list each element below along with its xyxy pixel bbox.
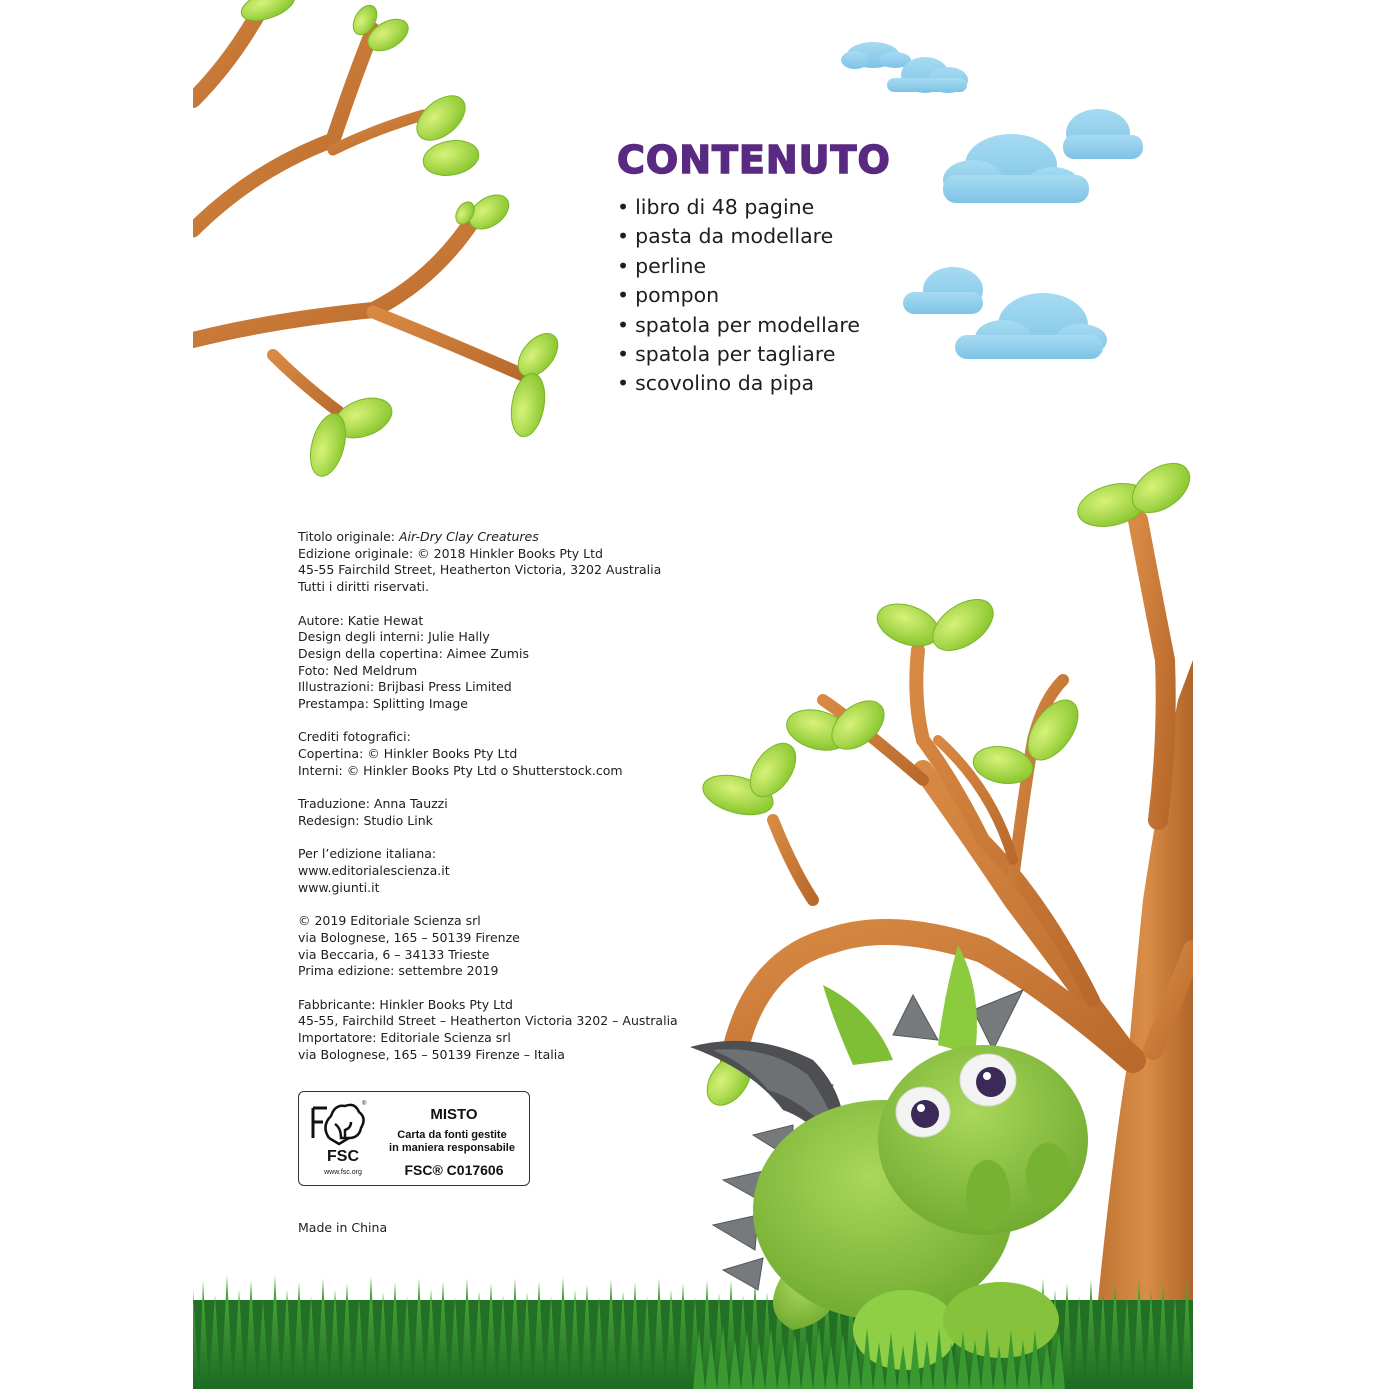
credit-line: © 2019 Editoriale Scienza srl bbox=[298, 913, 481, 929]
rights-notice: Tutti i diritti riservati. bbox=[298, 579, 429, 595]
credit-line: Importatore: Editoriale Scienza srl bbox=[298, 1030, 511, 1045]
contents-heading: CONTENUTO bbox=[617, 138, 891, 182]
cloud-lower-small bbox=[903, 267, 983, 314]
publisher-block bbox=[298, 913, 698, 980]
original-title-line bbox=[298, 529, 698, 546]
fsc-description-line: Carta da fonti gestite bbox=[397, 1129, 507, 1141]
fsc-website: www.fsc.org bbox=[324, 1169, 362, 1176]
fsc-logo-text: FSC bbox=[327, 1148, 359, 1165]
colophon bbox=[298, 529, 698, 1080]
manufacturer-block bbox=[298, 997, 698, 1064]
original-edition: Edizione originale: © 2018 Hinkler Books Pty Ltd bbox=[298, 545, 603, 561]
original-title: Air-Dry Clay Creatures bbox=[398, 529, 539, 544]
svg-text:®: ® bbox=[362, 1101, 367, 1107]
cloud-small-top bbox=[841, 42, 911, 69]
credit-line: Design della copertina: Aimee Zumis bbox=[298, 645, 529, 661]
credit-line: Prestampa: Splitting Image bbox=[298, 696, 468, 712]
contents-item: • pompon bbox=[617, 281, 860, 310]
contents-item: • scovolino da pipa bbox=[617, 369, 860, 398]
italian-edition-block bbox=[298, 846, 698, 896]
credit-line: Redesign: Studio Link bbox=[298, 812, 433, 828]
contents-item: • perline bbox=[617, 252, 860, 281]
contents-item: • pasta da modellare bbox=[617, 222, 860, 251]
leaves-top-left bbox=[237, 0, 565, 480]
fsc-code: FSC® C017606 bbox=[404, 1162, 504, 1178]
original-address: 45-55 Fairchild Street, Heatherton Victoria, 3202 Australia bbox=[298, 562, 662, 578]
fsc-description-line: in maniera responsabile bbox=[389, 1142, 515, 1154]
credit-line: Prima edizione: settembre 2019 bbox=[298, 963, 499, 979]
credit-line: via Bolognese, 165 – 50139 Firenze – Italia bbox=[298, 1046, 565, 1062]
credit-line: Copertina: © Hinkler Books Pty Ltd bbox=[298, 746, 518, 762]
original-edition-block bbox=[298, 529, 698, 596]
people-credits-block bbox=[298, 613, 698, 713]
credit-line: Per l’edizione italiana: bbox=[298, 846, 437, 862]
contents-item: • spatola per modellare bbox=[617, 311, 860, 340]
contents-item: • libro di 48 pagine bbox=[617, 193, 860, 222]
photo-credits-block bbox=[298, 729, 698, 779]
credit-line: Illustrazioni: Brijbasi Press Limited bbox=[298, 679, 512, 695]
credit-line: Foto: Ned Meldrum bbox=[298, 662, 418, 678]
credit-line: Fabbricante: Hinkler Books Pty Ltd bbox=[298, 996, 513, 1012]
credit-line: Autore: Katie Hewat bbox=[298, 612, 424, 628]
contents-item: • spatola per tagliare bbox=[617, 340, 860, 369]
fsc-certification-box bbox=[298, 1091, 530, 1186]
page bbox=[193, 0, 1193, 1389]
made-in-notice: Made in China bbox=[298, 1220, 388, 1235]
credit-line: Interni: © Hinkler Books Pty Ltd o Shutterstock.com bbox=[298, 762, 623, 778]
credit-line: Traduzione: Anna Tauzzi bbox=[298, 796, 448, 812]
credit-line: Design degli interni: Julie Hally bbox=[298, 629, 490, 645]
credit-line: via Bolognese, 165 – 50139 Firenze bbox=[298, 929, 520, 945]
fsc-tree-icon bbox=[307, 1098, 371, 1178]
original-title-label: Titolo originale: bbox=[298, 529, 399, 544]
contents-list bbox=[617, 193, 860, 399]
credit-line: Crediti fotografici: bbox=[298, 729, 411, 745]
translation-block bbox=[298, 796, 698, 829]
credit-line: 45-55, Fairchild Street – Heatherton Victoria 3202 – Australia bbox=[298, 1013, 678, 1029]
cloud-right-upper bbox=[1063, 109, 1143, 159]
fsc-label: MISTO bbox=[430, 1106, 478, 1123]
credit-line: via Beccaria, 6 – 34133 Trieste bbox=[298, 946, 490, 962]
website-line: www.giunti.it bbox=[298, 879, 380, 895]
website-line: www.editorialescienza.it bbox=[298, 863, 450, 878]
